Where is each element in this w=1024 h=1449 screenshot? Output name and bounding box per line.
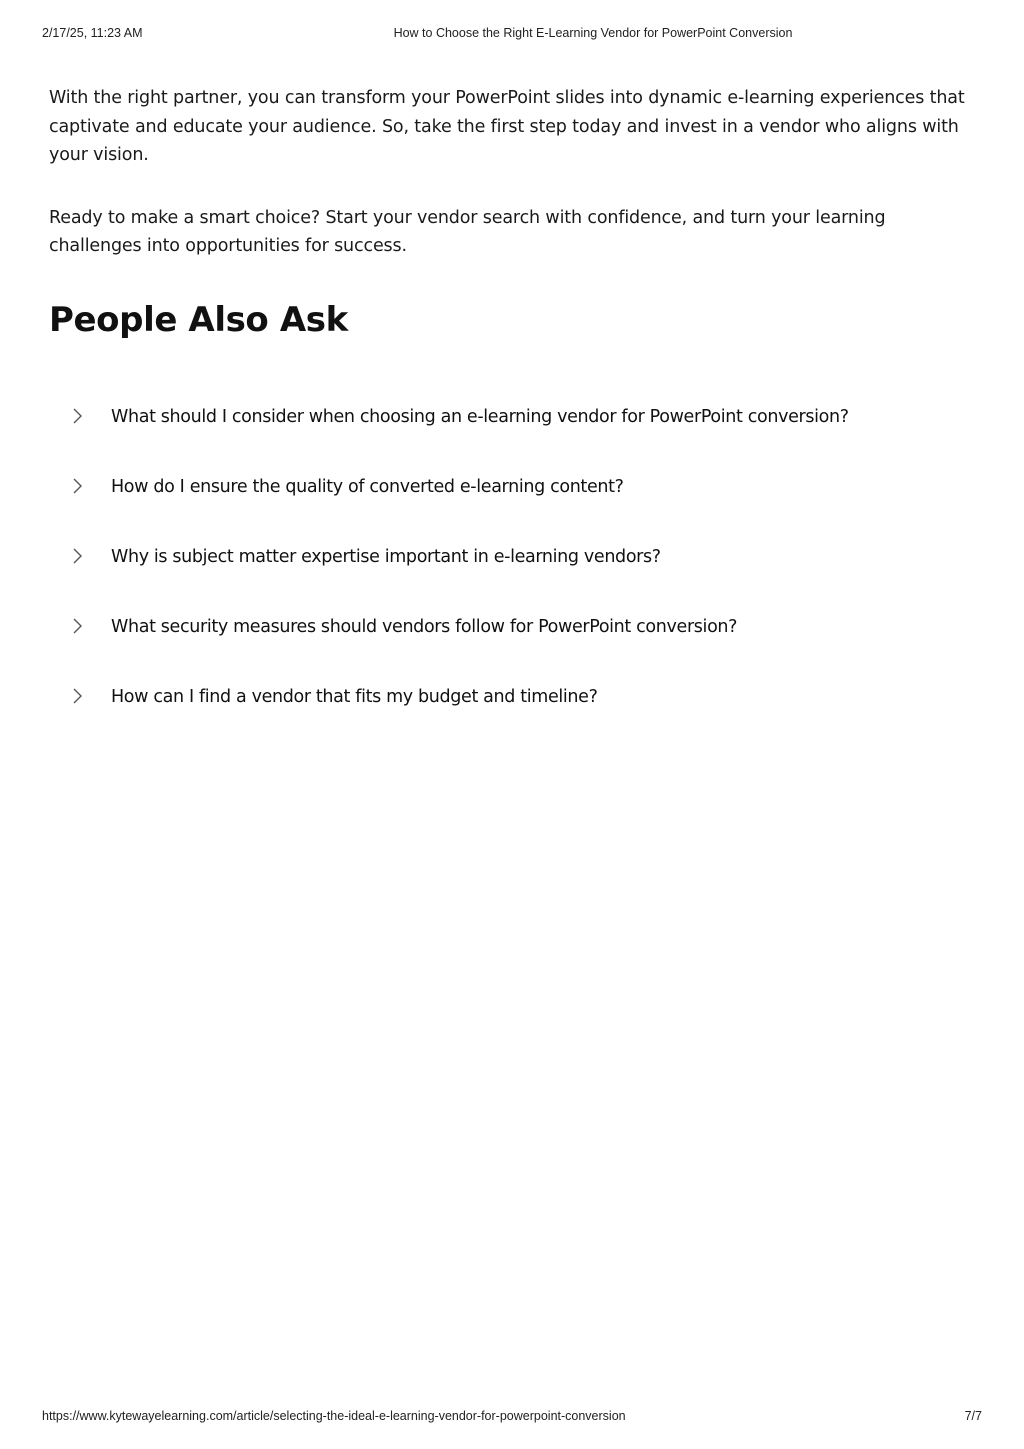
faq-question: Why is subject matter expertise important in e-learning vendors?	[111, 547, 661, 567]
faq-item[interactable]	[49, 680, 979, 750]
faq-question: How can I find a vendor that fits my budget and timeline?	[111, 687, 598, 707]
faq-list	[49, 400, 979, 750]
faq-question: What security measures should vendors follow for PowerPoint conversion?	[111, 617, 738, 637]
page-number: 7/7	[964, 1409, 982, 1423]
page-url: https://www.kytewayelearning.com/article/selecting-the-ideal-e-learning-vendor-for-powerpoint-conversion	[42, 1409, 626, 1423]
print-header	[0, 26, 1024, 44]
faq-item[interactable]	[49, 470, 979, 540]
faq-item[interactable]	[49, 610, 979, 680]
faq-item[interactable]	[49, 540, 979, 610]
faq-question: How do I ensure the quality of converted e-learning content?	[111, 477, 624, 497]
chevron-right-icon	[71, 616, 85, 636]
chevron-right-icon	[71, 546, 85, 566]
chevron-right-icon	[71, 476, 85, 496]
chevron-right-icon	[71, 686, 85, 706]
faq-heading: People Also Ask	[49, 300, 348, 340]
article-paragraph: With the right partner, you can transform your PowerPoint slides into dynamic e-learning experiences that captivate and educate your audience. So, take the first step today and invest in a vendor who aligns with your vision.	[49, 88, 965, 165]
chevron-right-icon	[71, 406, 85, 426]
faq-item[interactable]	[49, 400, 979, 470]
print-page-title: How to Choose the Right E-Learning Vendor for PowerPoint Conversion	[393, 26, 793, 40]
print-footer	[0, 1409, 1024, 1427]
article-paragraph: Ready to make a smart choice? Start your vendor search with confidence, and turn your learning challenges into opportunities for success.	[49, 207, 886, 256]
faq-question: What should I consider when choosing an e-learning vendor for PowerPoint conversion?	[111, 407, 849, 427]
print-date: 2/17/25, 11:23 AM	[42, 26, 143, 40]
article-content	[49, 84, 979, 707]
